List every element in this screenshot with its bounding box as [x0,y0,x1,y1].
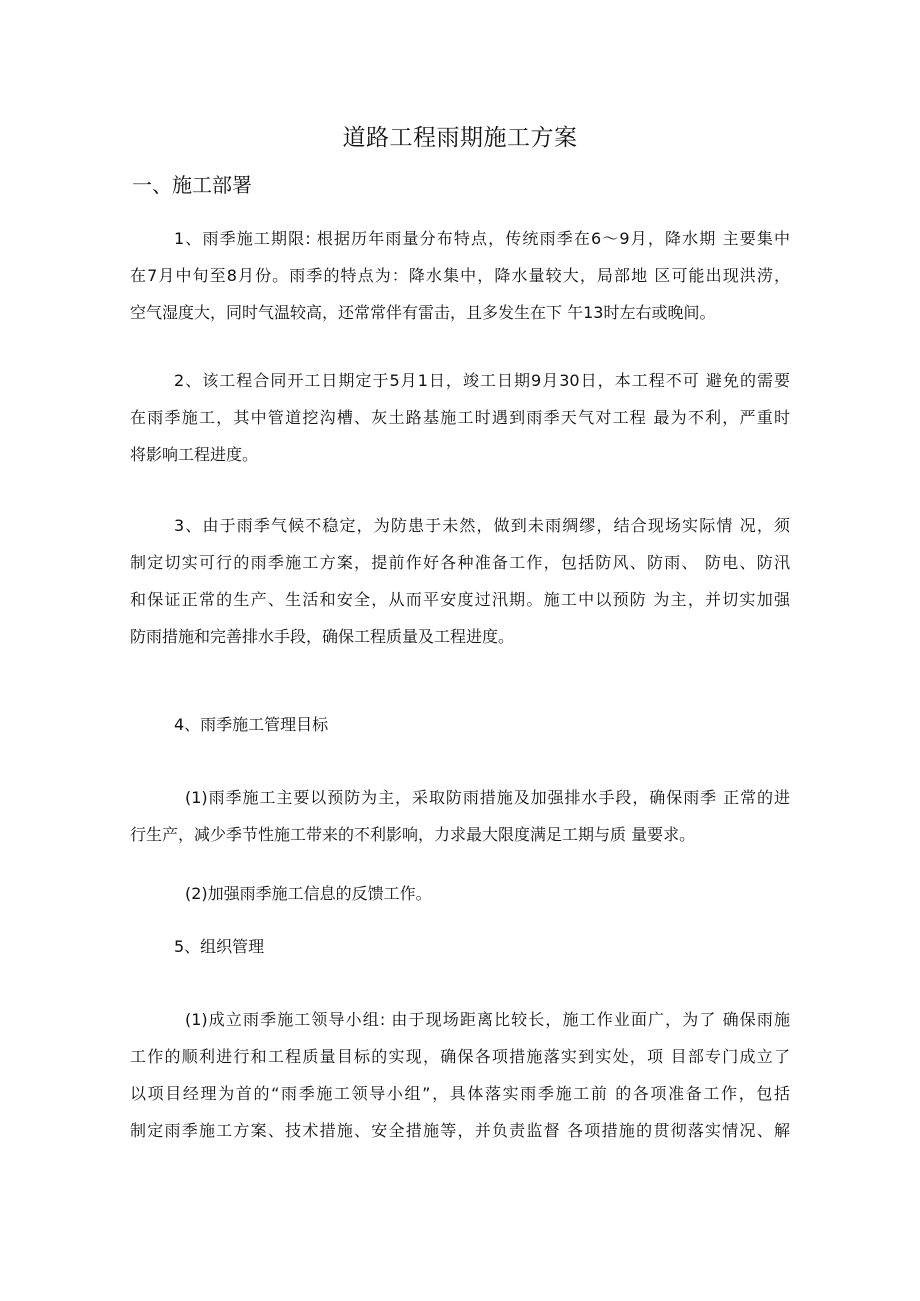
paragraph-4-2: (2)加强雨季施工信息的反馈工作。 [185,884,432,903]
paragraph-line: 行生产，减少季节性施工带来的不利影响，力求最大限度满足工期与质 量要求。 [130,825,696,844]
paragraph-line: (1)雨季施工主要以预防为主，采取防雨措施及加强排水手段，确保雨季 正常的进 [185,788,790,807]
paragraph-3 [130,507,790,655]
paragraph-line: 在雨季施工，其中管道挖沟槽、灰土路基施工时遇到雨季天气对工程 最为不利，严重时 [130,408,790,427]
document-title: 道路工程雨期施工方案 [342,125,578,151]
paragraph-line: 空气湿度大，同时气温较高，还常常伴有雷击，且多发生在下 午13时左右或晚间。 [130,303,716,322]
paragraph-line: 和保证正常的生产、生活和安全，从而平安度过汛期。施工中以预防 为主，并切实加强 [130,590,790,609]
paragraph-line: 在7月中旬至8月份。雨季的特点为：降水集中，降水量较大，局部地 区可能出现洪涝， [130,266,790,285]
paragraph-line: 2、该工程合同开工日期定于5月1日，竣工日期9月30日，本工程不可 避免的需要 [174,371,790,390]
paragraph-2 [130,362,790,473]
subheading-organization: 5、组织管理 [174,937,265,956]
paragraph-line: 以项目经理为首的“雨季施工领导小组”，具体落实雨季施工前 的各项准备工作，包括 [130,1084,790,1103]
paragraph-line: 3、由于雨季气候不稳定，为防患于未然，做到未雨绸缪，结合现场实际情 况，须 [174,516,790,535]
subheading-management-goals: 4、雨季施工管理目标 [174,715,329,734]
paragraph-line: (1)成立雨季施工领导小组: 由于现场距离比较长，施工作业面广，为了 确保雨施 [185,1010,790,1029]
paragraph-line: 制定雨季施工方案、技术措施、安全措施等，并负责监督 各项措施的贯彻落实情况、解 [130,1121,790,1140]
paragraph-line: 工作的顺利进行和工程质量目标的实现，确保各项措施落实到实处，项 目部专门成立了 [130,1047,790,1066]
paragraph-line: 将影响工程进度。 [130,445,259,464]
paragraph-line: 防雨措施和完善排水手段，确保工程质量及工程进度。 [130,627,515,646]
paragraph-line: 1、雨季施工期限: 根据历年雨量分布特点，传统雨季在6～9月，降水期 主要集中 [174,229,790,248]
paragraph-1 [130,220,790,331]
section-heading-deployment: 一、施工部署 [132,173,252,197]
paragraph-5-1 [130,1001,790,1149]
paragraph-line: 制定切实可行的雨季施工方案，提前作好各种准备工作，包括防风、防雨、 防电、防汛 [130,553,790,572]
paragraph-4-1 [130,779,790,853]
